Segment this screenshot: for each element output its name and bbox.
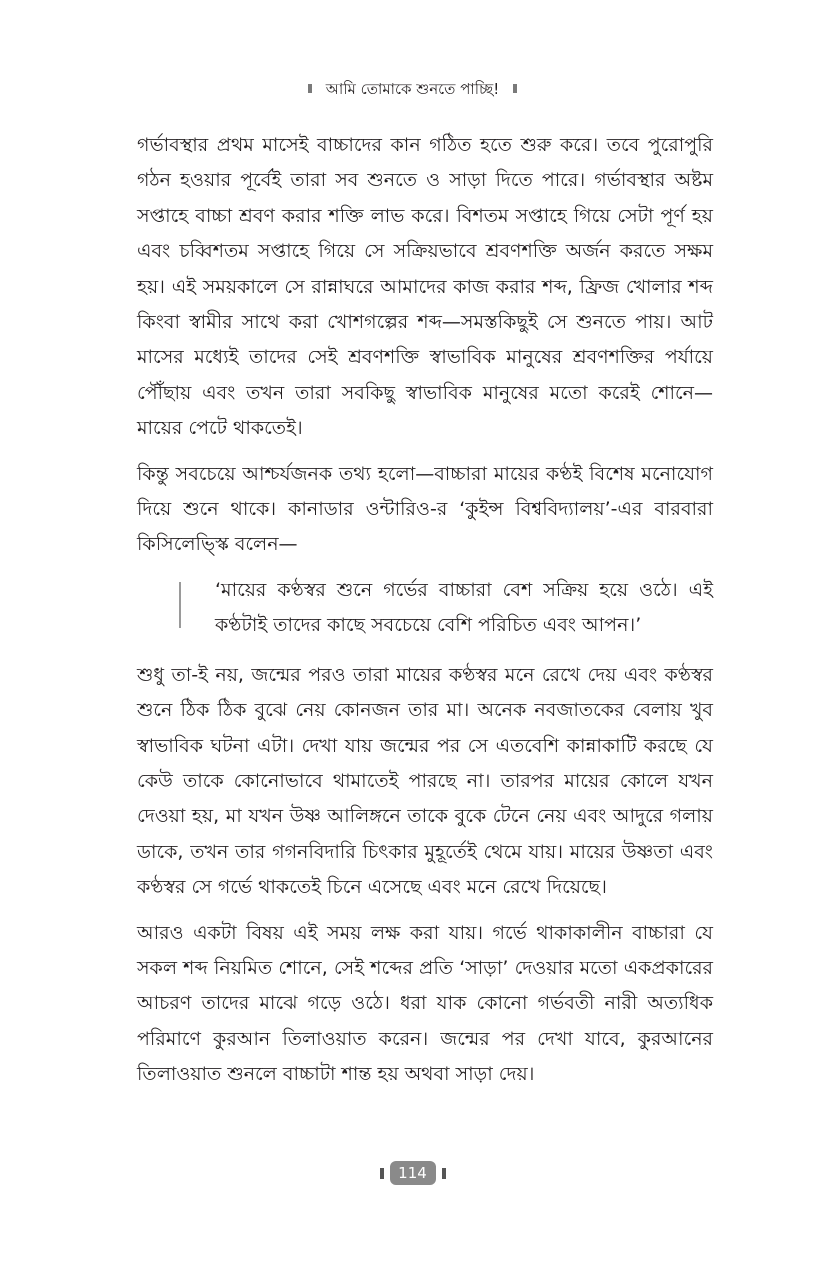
quote-bar: [179, 582, 181, 628]
running-title: আমি তোমাকে শুনতে পাচ্ছি!: [325, 80, 500, 98]
block-quote: [137, 573, 713, 644]
page-number-left-mark: [380, 1168, 384, 1179]
running-header: [0, 78, 825, 100]
header-left-mark: [308, 84, 312, 93]
header-right-mark: [513, 84, 517, 93]
paragraph-1: গর্ভাবস্থার প্রথম মাসেই বাচ্চাদের কান গঠিত হতে শুরু করে। তবে পুরোপুরি গঠন হওয়ার পূর্বেই তারা সব শুনতে ও সাড়া দিতে পারে। গর্ভাবস্থার অষ্টম সপ্তাহে বাচ্চা শ্রবণ করার শক্তি লাভ করে। বিশতম সপ্তাহে গিয়ে সেটা পূর্ণ হয় এবং চব্বিশতম সপ্তাহে গিয়ে সে সক্রিয়ভাবে শ্রবণশক্তি অর্জন করতে সক্ষম হয়। এই সময়কালে সে রান্নাঘরে আমাদের কাজ করার শব্দ, ফ্রিজ খোলার শব্দ কিংবা স্বামীর সাথে করা খোশগল্পের শব্দ—সমস্তকিছুই সে শুনতে পায়। আট মাসের মধ্যেই তাদের সেই শ্রবণশক্তি স্বাভাবিক মানুষের শ্রবণশক্তির পর্যায়ে পৌঁছায় এবং তখন তারা সবকিছু স্বাভাবিক মানুষের মতো করেই শোনে—মায়ের পেটে থাকতেই।: [137, 134, 713, 440]
paragraph-2: কিন্তু সবচেয়ে আশ্চর্যজনক তথ্য হলো—বাচ্চারা মায়ের কণ্ঠই বিশেষ মনোযোগ দিয়ে শুনে থাকে। কানাডার ওন্টারিও-র ‘কুইন্স বিশ্ববিদ্যালয়’-এর বারবারা কিসিলেভ্স্কি বলেন—: [137, 462, 713, 556]
body-text: [137, 128, 713, 1103]
page-number: 114: [390, 1161, 436, 1185]
paragraph-4: আরও একটা বিষয় এই সময় লক্ষ করা যায়। গর্ভে থাকাকালীন বাচ্চারা যে সকল শব্দ নিয়মিত শোনে, সেই শব্দের প্রতি ‘সাড়া’ দেওয়ার মতো একপ্রকারের আচরণ তাদের মাঝে গড়ে ওঠে। ধরা যাক কোনো গর্ভবতী নারী অত্যধিক পরিমাণে কুরআন তিলাওয়াত করেন। জন্মের পর দেখা যাবে, কুরআনের তিলাওয়াত শুনলে বাচ্চাটা শান্ত হয় অথবা সাড়া দেয়।: [137, 921, 713, 1086]
paragraph-3: শুধু তা-ই নয়, জন্মের পরও তারা মায়ের কণ্ঠস্বর মনে রেখে দেয় এবং কণ্ঠস্বর শুনে ঠিক ঠিক বুঝে নেয় কোনজন তার মা। অনেক নবজাতকের বেলায় খুব স্বাভাবিক ঘটনা এটা। দেখা যায় জন্মের পর সে এতবেশি কান্নাকাটি করছে যে কেউ তাকে কোনোভাবে থামাতেই পারছে না। তারপর মায়ের কোলে যখন দেওয়া হয়, মা যখন উষ্ণ আলিঙ্গনে তাকে বুকে টেনে নেয় এবং আদুরে গলায় ডাকে, তখন তার গগনবিদারি চিৎকার মুহূর্তেই থেমে যায়। মায়ের উষ্ণতা এবং কণ্ঠস্বর সে গর্ভে থাকতেই চিনে এসেছে এবং মনে রেখে দিয়েছে।: [137, 663, 713, 899]
page-footer: [0, 1161, 825, 1185]
quote-text: ‘মায়ের কণ্ঠস্বর শুনে গর্ভের বাচ্চারা বেশ সক্রিয় হয়ে ওঠে। এই কণ্ঠটাই তাদের কাছে সবচেয়ে বেশি পরিচিত এবং আপন।’: [215, 578, 713, 637]
page-number-right-mark: [442, 1168, 446, 1179]
